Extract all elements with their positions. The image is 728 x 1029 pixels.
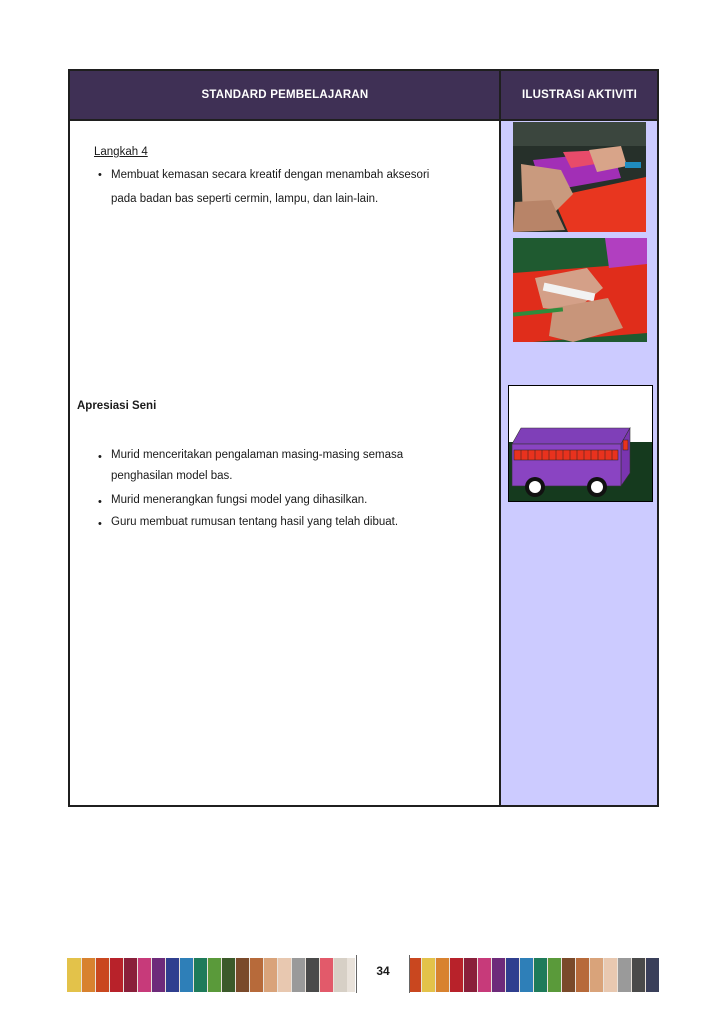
- bullet-icon: •: [98, 451, 102, 463]
- step-bullet-line1: Membuat kemasan secara kreatif dengan menambah aksesori: [111, 169, 430, 181]
- lesson-table: [68, 69, 659, 807]
- activity-photo-1: [513, 122, 646, 232]
- appreciation-bullet-1-line1: Murid menceritakan pengalaman masing-masing semasa: [111, 449, 404, 461]
- header-standard-pembelajaran: STANDARD PEMBELAJARAN: [201, 89, 369, 101]
- header-ilustrasi-aktiviti: ILUSTRASI AKTIVITI: [522, 89, 637, 101]
- bullet-icon: •: [98, 169, 102, 181]
- appreciation-bullet-3: Guru membuat rumusan tentang hasil yang telah dibuat.: [111, 516, 399, 528]
- appreciation-bullet-2: Murid menerangkan fungsi model yang dihasilkan.: [111, 494, 368, 506]
- page-number: 34: [356, 955, 410, 993]
- step-title: Langkah 4: [94, 146, 148, 158]
- bullet-icon: •: [98, 518, 102, 530]
- appreciation-bullet-1-line2: penghasilan model bas.: [111, 470, 233, 482]
- bus-illustration: [508, 385, 653, 502]
- column-divider: [499, 71, 501, 805]
- pencil-strip-left: [67, 958, 355, 992]
- table-header: [70, 71, 657, 119]
- pencil-strip-right: [408, 958, 659, 992]
- appreciation-title: Apresiasi Seni: [77, 400, 157, 412]
- bullet-icon: •: [98, 496, 102, 508]
- activity-photo-2: [513, 238, 647, 342]
- step-bullet-line2: pada badan bas seperti cermin, lampu, dan lain-lain.: [111, 193, 379, 205]
